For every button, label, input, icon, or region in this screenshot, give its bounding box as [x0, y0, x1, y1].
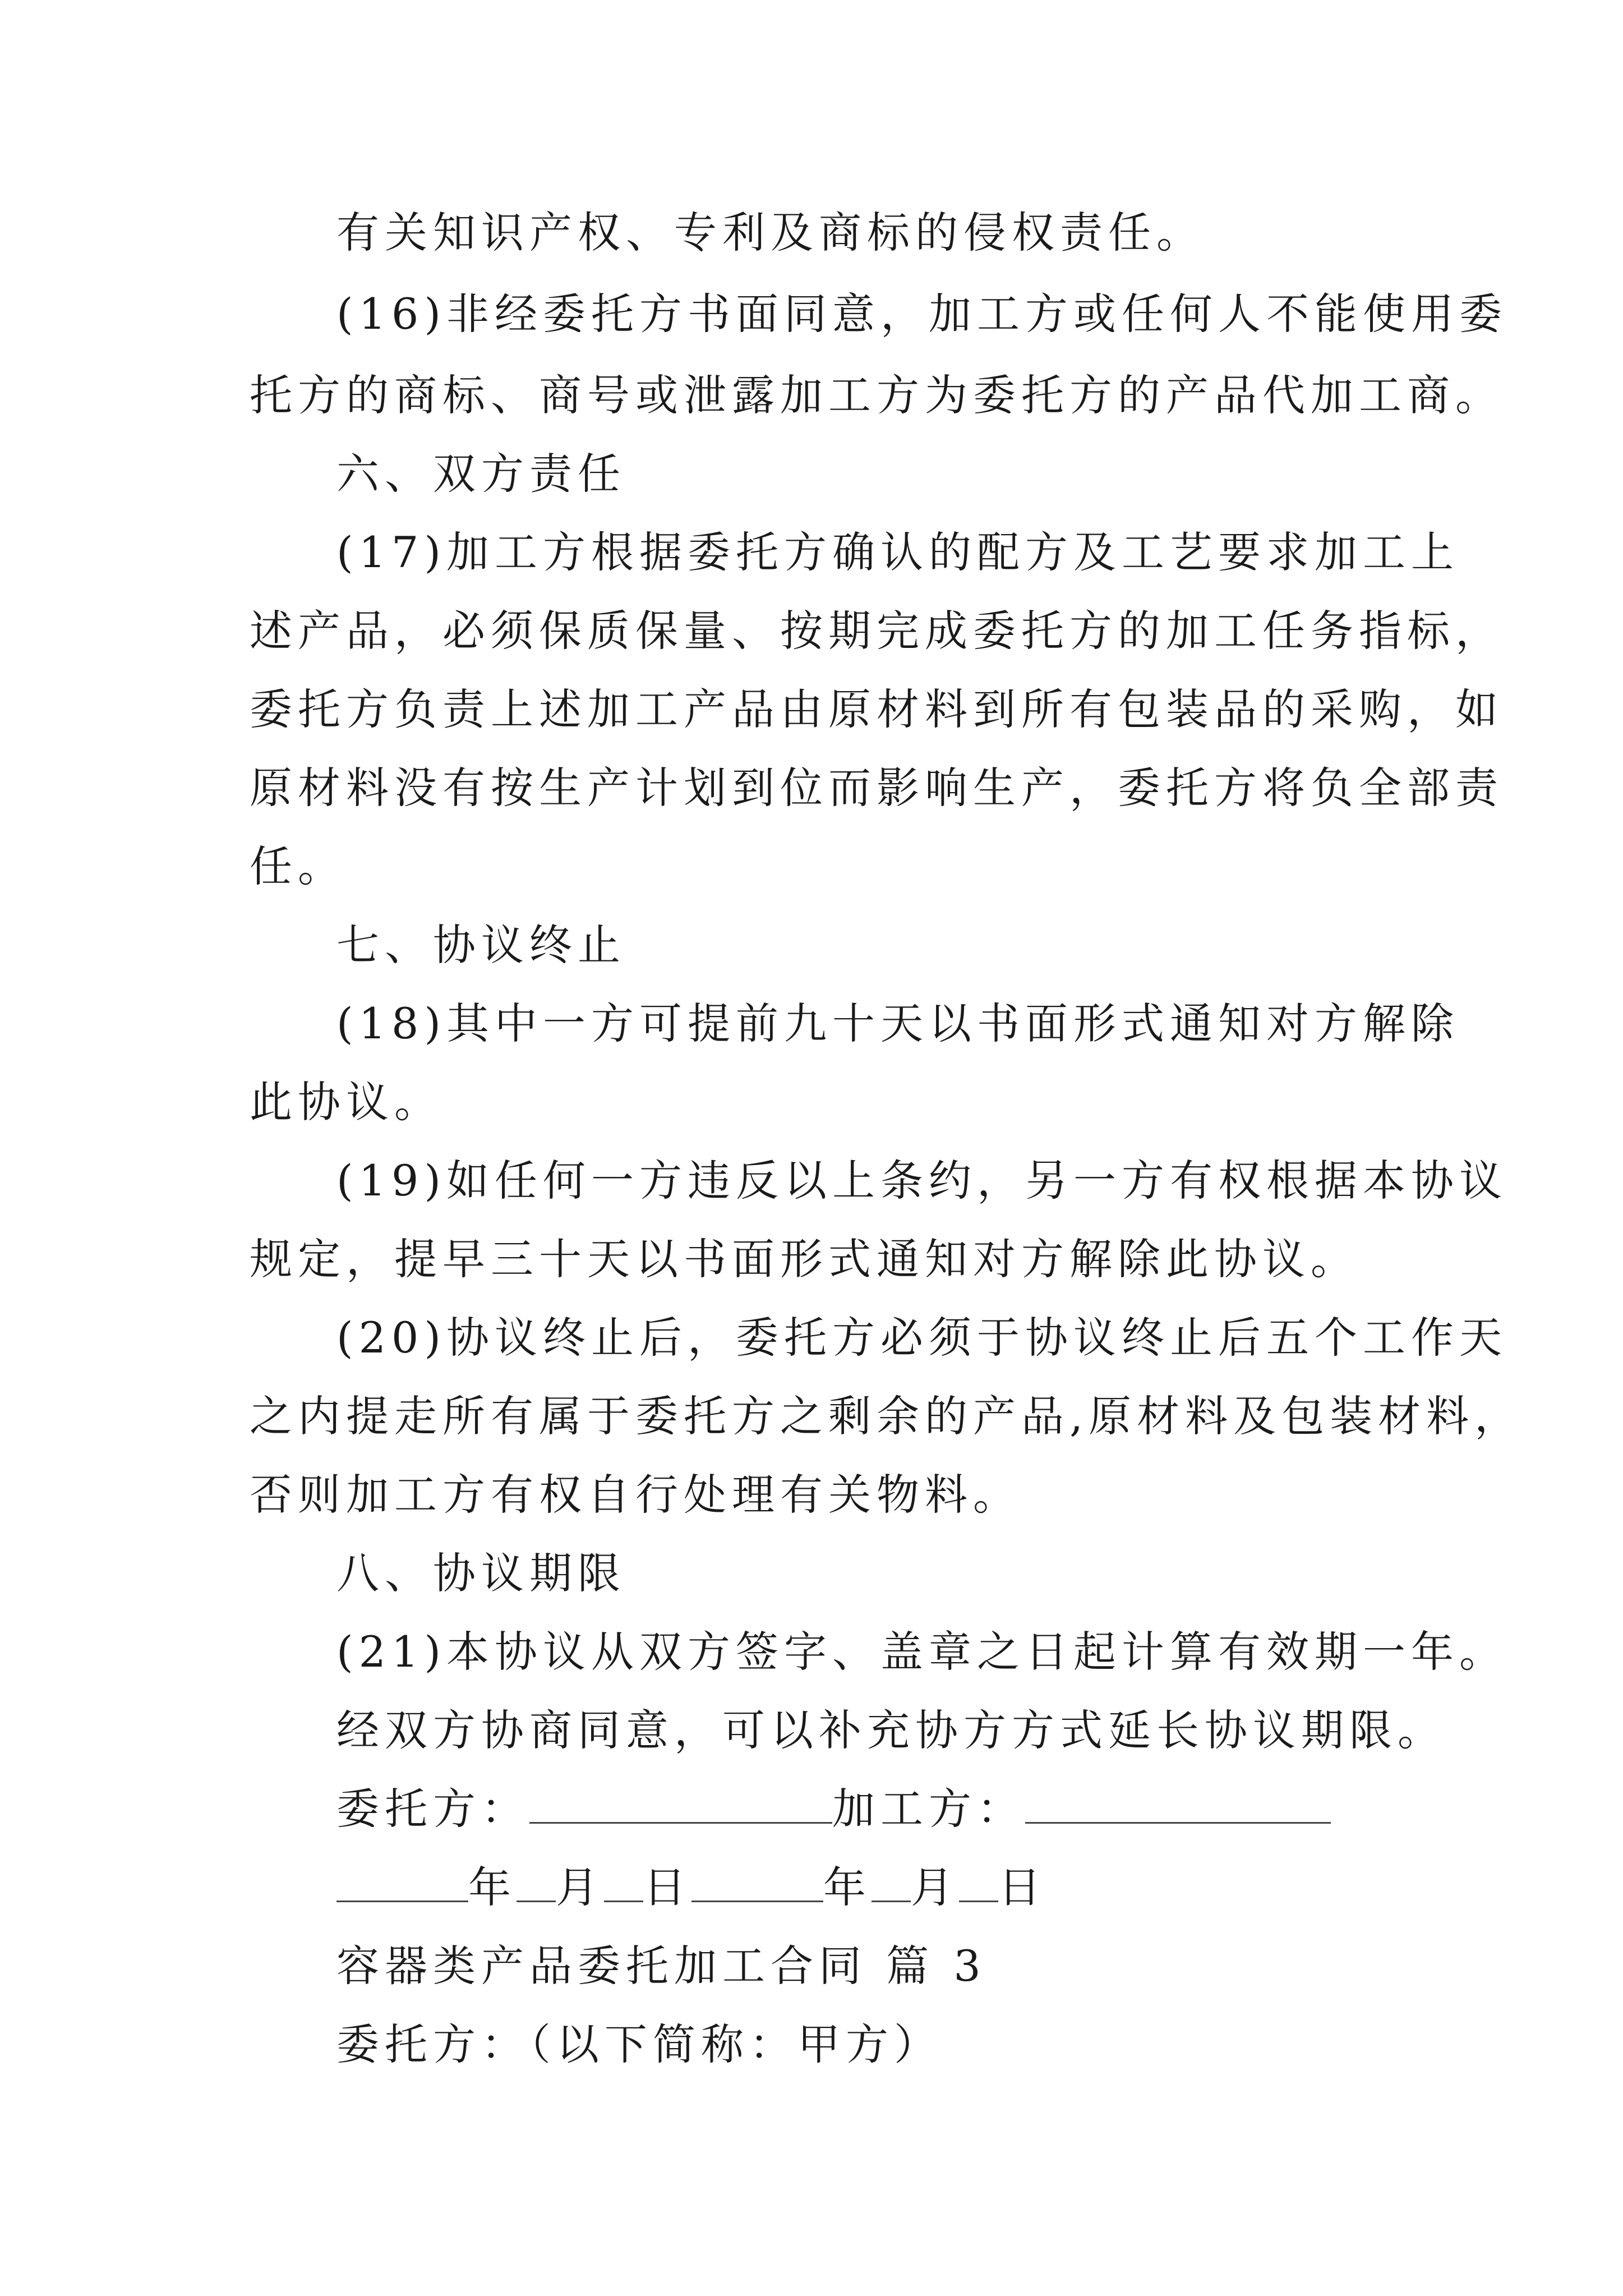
signature-parties-row — [336, 1781, 1331, 1837]
section-heading-8: 八、协议期限 — [336, 1548, 626, 1598]
client-signature-blank — [529, 1783, 832, 1824]
section-heading-6: 六、双方责任 — [336, 449, 626, 499]
signature-date-row — [336, 1860, 1046, 1916]
year-blank — [691, 1861, 823, 1902]
paragraph-line: 有关知识产权、专利及商标的侵权责任。 — [336, 208, 1205, 257]
clause-21-line: 经双方协商同意，可以补充协方方式延长协议期限。 — [336, 1705, 1446, 1755]
day-label: 日 — [643, 1862, 691, 1912]
month-blank — [872, 1861, 911, 1902]
clause-20-line: 之内提走所有属于委托方之剩余的产品,原材料及包装材料， — [250, 1391, 1523, 1441]
clause-19-line: (19)如任何一方违反以上条约，另一方有权根据本协议 — [336, 1156, 1508, 1205]
day-blank — [604, 1861, 643, 1902]
month-blank — [517, 1861, 556, 1902]
clause-16-line: (16)非经委托方书面同意，加工方或任何人不能使用委 — [336, 289, 1508, 339]
clause-20-line: (20)协议终止后，委托方必须于协议终止后五个工作天 — [336, 1313, 1508, 1363]
day-label: 日 — [998, 1862, 1046, 1912]
clause-16-line: 托方的商标、商号或泄露加工方为委托方的产品代加工商。 — [250, 370, 1504, 420]
clause-18-line: 此协议。 — [250, 1077, 442, 1127]
year-label: 年 — [823, 1862, 872, 1912]
clause-21-line: (21)本协议从双方签字、盖章之日起计算有效期一年。 — [336, 1627, 1508, 1677]
processor-signature-label: 加工方： — [832, 1784, 1025, 1834]
clause-17-line: 述产品，必须保质保量、按期完成委托方的加工任务指标， — [250, 606, 1504, 656]
clause-17-line: 原材料没有按生产计划到位而影响生产，委托方将负全部责 — [250, 763, 1504, 813]
section-title: 容器类产品委托加工合同 篇 3 — [336, 1941, 986, 1991]
clause-19-line: 规定，提早三十天以书面形式通知对方解除此协议。 — [250, 1234, 1359, 1284]
day-blank — [959, 1861, 998, 1902]
party-line: 委托方：（以下简称：甲方） — [336, 2019, 942, 2069]
clause-20-line: 否则加工方有权自行处理有关物料。 — [250, 1470, 1021, 1520]
clause-18-line: (18)其中一方可提前九十天以书面形式通知对方解除 — [336, 999, 1460, 1048]
clause-17-line: (17)加工方根据委托方确认的配方及工艺要求加工上 — [336, 527, 1460, 577]
clause-17-line: 委托方负责上述加工产品由原材料到所有包装品的采购，如 — [250, 684, 1504, 734]
clause-17-line: 任。 — [250, 841, 346, 891]
client-signature-label: 委托方： — [336, 1784, 529, 1834]
month-label: 月 — [556, 1862, 604, 1912]
section-heading-7: 七、协议终止 — [336, 920, 626, 970]
year-label: 年 — [468, 1862, 517, 1912]
month-label: 月 — [911, 1862, 959, 1912]
year-blank — [336, 1861, 468, 1902]
processor-signature-blank — [1025, 1783, 1331, 1824]
